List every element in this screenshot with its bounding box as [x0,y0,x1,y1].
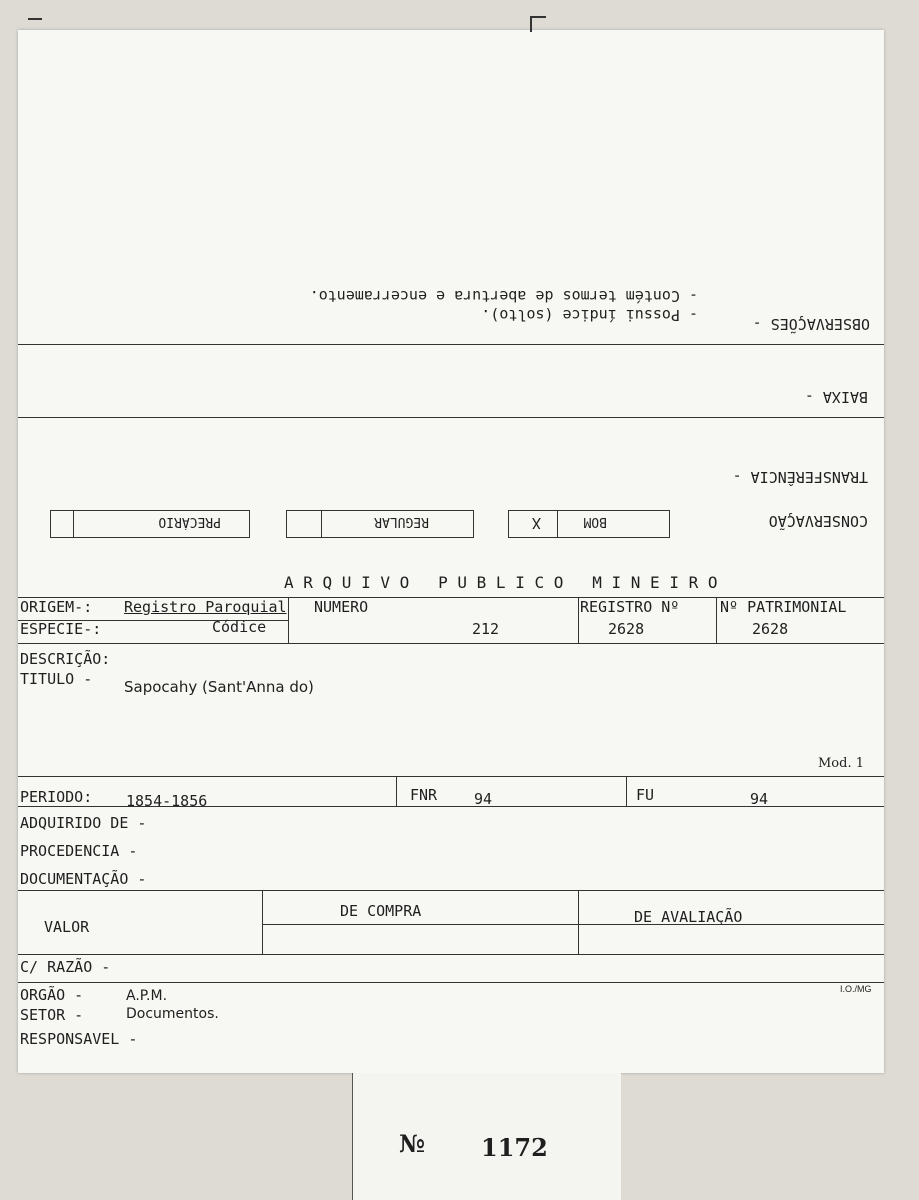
valor-label: VALOR [44,918,90,936]
observacoes-line1: - Possui índice (solto). [481,306,698,324]
de-avaliacao-label: DE AVALIAÇÃO [634,908,743,926]
card-number: 1172 [481,1133,548,1162]
responsavel-label: RESPONSAVEL - [20,1030,138,1048]
crop-mark-center [530,16,546,32]
setor-label: SETOR - [20,1006,84,1024]
de-compra-label: DE COMPRA [340,902,422,920]
bom-label: BOM [583,514,607,529]
rule-valor [18,954,884,955]
especie-value: Códice [212,618,267,636]
periodo-value: 1854-1856 [126,792,208,810]
bom-box [508,510,670,538]
crop-mark-left [28,18,42,34]
fu-label: FU [636,786,655,804]
rule-razao [18,982,884,983]
razao-label: C/ RAZÃO - [20,958,111,976]
orgao-value: A.P.M. [126,988,168,1004]
especie-label: ESPECIE-: [20,620,102,638]
observacoes-label: OBSERVAÇÕES - [752,315,870,333]
rule-row2 [18,643,884,644]
fu-value: 94 [750,790,769,808]
regular-box [286,510,474,538]
bom-mark: X [531,514,541,532]
titulo-label: TITULO - [20,670,93,688]
mod-label: Mod. 1 [818,756,864,771]
orgao-label: ORGÃO - [20,986,84,1004]
fnr-value: 94 [474,790,493,808]
descricao-label: DESCRIÇÃO: [20,650,111,668]
adquirido-label: ADQUIRIDO DE - [20,814,147,832]
catalog-card [18,30,884,1073]
fnr-label: FNR [410,786,438,804]
regular-label: REGULAR [374,514,429,529]
registro-label: REGISTRO Nº [580,598,680,616]
precario-box [50,510,250,538]
patrimonial-value: 2628 [752,620,789,638]
origem-label: ORIGEM-: [20,598,93,616]
rule-baixa [18,417,884,418]
origem-value: Registro Paroquial [124,598,287,616]
rule-periodo [18,806,884,807]
institution-header: A R Q U I V O P U B L I C O M I N E I R O [284,573,718,592]
documentacao-label: DOCUMENTAÇÃO - [20,870,147,888]
patrimonial-label: Nº PATRIMONIAL [720,598,847,616]
rule-documentacao [18,890,884,891]
procedencia-label: PROCEDENCIA - [20,842,138,860]
registro-value: 2628 [608,620,645,638]
rule-observacoes [18,344,884,345]
titulo-value: Sapocahy (Sant'Anna do) [124,678,314,696]
card-tab [352,1073,621,1200]
numero-value: 212 [472,620,500,638]
periodo-label: PERIODO: [20,788,93,806]
conservacao-label: CONSERVAÇÃO [768,512,868,530]
setor-value: Documentos. [126,1006,219,1022]
number-sign: № [399,1129,426,1158]
numero-label: NUMERO [314,598,369,616]
rule-descricao [18,776,884,777]
printer-mark: I.O./MG [840,984,872,994]
precario-label: PRECÁRIO [158,514,221,529]
observacoes-line2: - Contém termos de abertura e encerramento. [309,287,698,305]
transferencia-label: TRANSFERÊNCIA - [732,468,868,486]
baixa-label: BAIXA - [804,388,868,406]
